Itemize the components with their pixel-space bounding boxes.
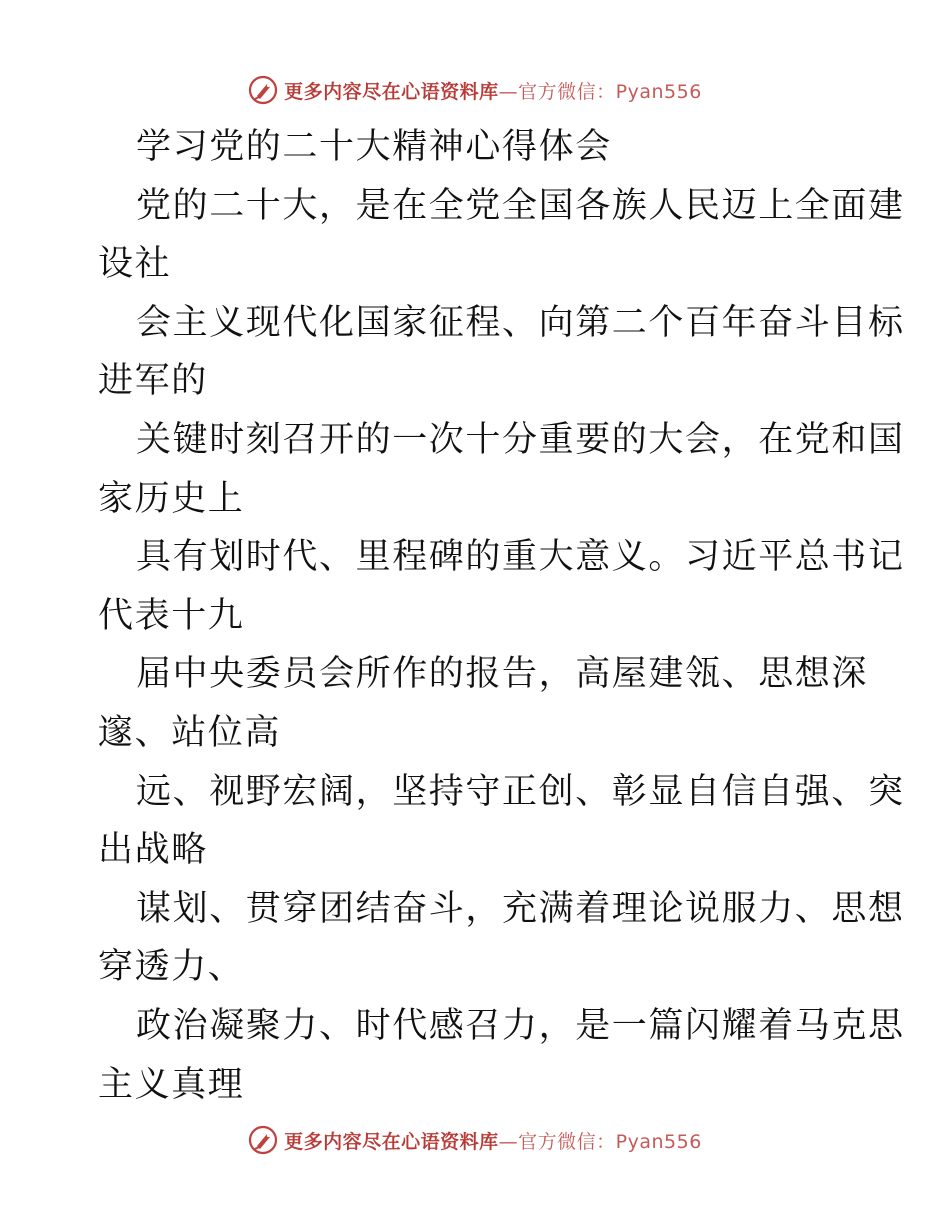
paragraph-line: 邃、站位高 [98,712,282,753]
paragraph-line: 穿透力、 [98,947,245,988]
paragraph-line: 具有划时代、里程碑的重大意义。习近平总书记 [136,537,905,578]
paragraph-line: 代表十九 [98,595,245,636]
pen-nib-logo-icon [248,1125,278,1155]
header-banner-text [284,77,702,104]
paragraph-line: 届中央委员会所作的报告，高屋建瓴、思想深 [136,654,869,695]
pen-nib-logo-icon [248,75,278,105]
paragraph-line: 会主义现代化国家征程、向第二个百年奋斗目标 [136,302,905,343]
paragraph-line: 进军的 [98,361,208,402]
footer-watermark-banner [0,1120,950,1160]
paragraph-line: 关键时刻召开的一次十分重要的大会，在党和国 [136,419,905,460]
paragraph-line: 党的二十大，是在全党全国各族人民迈上全面建 [136,185,905,226]
document-title: 学习党的二十大精神心得体会 [136,127,612,167]
header-banner-sep: — [498,80,519,103]
paragraph-line: 远、视野宏阔，坚持守正创、彰显自信自强、突 [136,771,905,812]
footer-banner-inner [248,1125,702,1155]
header-banner-contact: 官方微信：Pyan556 [518,80,702,103]
footer-banner-sep: — [498,1130,519,1153]
paragraph-line: 设社 [98,244,172,285]
header-watermark-banner [0,70,950,110]
paragraph-line: 主义真理 [98,1064,245,1105]
paragraph-line: 谋划、贯穿团结奋斗，充满着理论说服力、思想 [136,888,905,929]
header-banner-inner [248,75,702,105]
footer-banner-text [284,1127,702,1154]
footer-banner-main: 更多内容尽在心语资料库 [284,1130,499,1153]
document-body [98,118,905,1114]
paragraph-line: 政治凝聚力、时代感召力，是一篇闪耀着马克思 [136,1005,905,1046]
footer-banner-contact: 官方微信：Pyan556 [518,1130,702,1153]
paragraph-line: 出战略 [98,830,208,871]
paragraph-line: 家历史上 [98,478,245,519]
header-banner-main: 更多内容尽在心语资料库 [284,80,499,103]
